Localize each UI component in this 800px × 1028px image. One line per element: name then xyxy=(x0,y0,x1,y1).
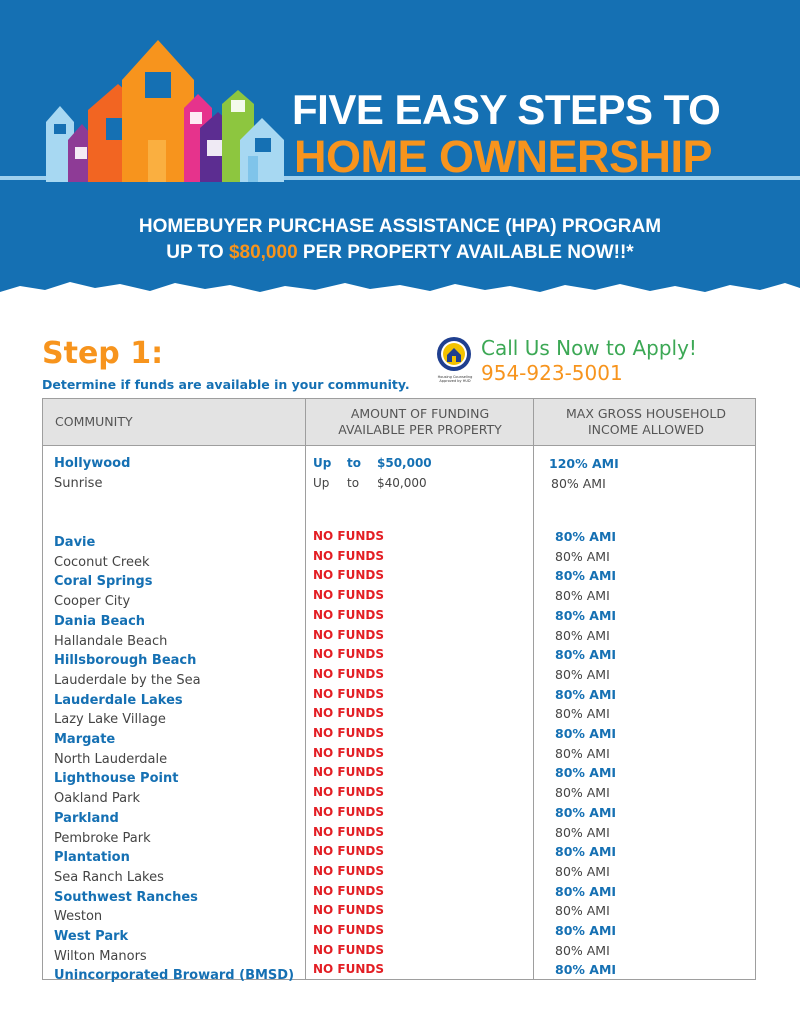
table-row xyxy=(43,647,757,673)
funding-status: NO FUNDS xyxy=(313,745,385,760)
amount-text: $50,000 xyxy=(377,456,432,470)
community-name: West Park xyxy=(54,929,129,944)
community-name: Lauderdale by the Sea xyxy=(54,672,201,688)
amount-suffix: PER PROPERTY AVAILABLE NOW!!* xyxy=(297,242,634,263)
community-name: Coral Springs xyxy=(54,574,153,590)
table-row xyxy=(43,883,757,910)
table-row xyxy=(43,627,757,654)
header-community: COMMUNITY xyxy=(55,414,133,429)
income-limit: 80% AMI xyxy=(555,863,610,879)
community-name: Plantation xyxy=(54,850,130,866)
program-name: HOMEBUYER PURCHASE ASSISTANCE (HPA) PROGRAM xyxy=(138,216,662,237)
seal-caption-line-2: Approved by HUD xyxy=(439,379,471,383)
funding-status: NO FUNDS xyxy=(313,765,385,780)
funding-status: NO FUNDS xyxy=(313,903,385,918)
funding-status: NO FUNDS xyxy=(313,923,385,937)
community-name: Hallandale Beach xyxy=(54,633,168,649)
funding-table xyxy=(42,398,756,984)
title-line-1: FIVE EASY STEPS TO xyxy=(292,86,721,133)
table-row xyxy=(43,903,757,929)
table-row xyxy=(43,962,757,988)
amount-prefix: UP TO xyxy=(166,242,229,263)
to-text: to xyxy=(347,456,361,470)
header-funding xyxy=(307,406,533,438)
table-row xyxy=(43,607,757,634)
income-limit: 80% AMI xyxy=(555,883,617,899)
table-row xyxy=(43,686,757,713)
table-row xyxy=(43,785,757,811)
income-limit: 80% AMI xyxy=(555,647,617,663)
funding-status: NO FUNDS xyxy=(313,666,385,681)
income-limit: 80% AMI xyxy=(555,726,617,741)
funding-status: NO FUNDS xyxy=(313,607,385,622)
table-row xyxy=(43,765,757,791)
table-row xyxy=(43,745,757,772)
up-text: Up xyxy=(313,476,330,490)
funding-amount xyxy=(313,456,432,470)
header-funding-line-2: AVAILABLE PER PROPERTY xyxy=(338,422,502,437)
funding-status: NO FUNDS xyxy=(313,588,385,603)
table-row xyxy=(43,548,757,575)
table-row xyxy=(43,824,757,851)
community-name: Southwest Ranches xyxy=(54,889,198,905)
funding-status: NO FUNDS xyxy=(313,844,385,859)
income-limit: 80% AMI xyxy=(555,962,617,978)
community-name: Davie xyxy=(54,535,96,550)
income-limit: 80% AMI xyxy=(555,666,610,682)
table-row xyxy=(43,476,757,496)
funding-status: NO FUNDS xyxy=(313,785,385,800)
call-to-action: Call Us Now to Apply! xyxy=(481,336,697,360)
table-row xyxy=(43,844,757,870)
funding-amount xyxy=(313,476,427,490)
community-name: Unincorporated Broward (BMSD) xyxy=(54,968,295,984)
community-name: Lauderdale Lakes xyxy=(54,692,183,708)
title-line-2: HOME OWNERSHIP xyxy=(294,131,713,182)
seal-caption xyxy=(437,375,473,383)
income-limit: 80% AMI xyxy=(555,844,617,860)
amount-text: $40,000 xyxy=(377,476,427,490)
funding-status: NO FUNDS xyxy=(313,647,385,662)
funding-status: NO FUNDS xyxy=(313,824,385,839)
table-row xyxy=(43,568,757,594)
funding-status: NO FUNDS xyxy=(313,942,385,957)
header-income xyxy=(535,406,757,438)
income-limit: 80% AMI xyxy=(555,903,610,919)
community-name: Weston xyxy=(54,909,103,925)
income-limit: 80% AMI xyxy=(555,804,617,820)
income-limit: 80% AMI xyxy=(555,745,610,761)
funding-status: NO FUNDS xyxy=(313,686,385,701)
income-limit: 80% AMI xyxy=(555,686,617,702)
income-limit: 80% AMI xyxy=(555,923,617,938)
step-description: Determine if funds are available in your community. xyxy=(42,377,410,392)
income-limit: 120% AMI xyxy=(549,456,619,471)
community-name: Lighthouse Point xyxy=(54,771,179,787)
up-text: Up xyxy=(313,456,332,470)
funding-status: NO FUNDS xyxy=(313,548,385,563)
phone-number[interactable]: 954-923-5001 xyxy=(481,361,623,385)
income-limit: 80% AMI xyxy=(555,588,610,604)
funding-status: NO FUNDS xyxy=(313,726,385,740)
funding-status: NO FUNDS xyxy=(313,863,385,878)
community-name: Sea Ranch Lakes xyxy=(54,869,164,885)
hud-seal-icon xyxy=(436,336,472,372)
community-name: Wilton Manors xyxy=(54,948,147,964)
income-limit: 80% AMI xyxy=(555,607,617,623)
community-name: Dania Beach xyxy=(54,613,146,629)
income-limit: 80% AMI xyxy=(555,529,617,544)
income-limit: 80% AMI xyxy=(555,942,610,958)
community-name: Hollywood xyxy=(54,456,131,471)
funding-status: NO FUNDS xyxy=(313,568,385,583)
table-row xyxy=(43,706,757,732)
community-name: Lazy Lake Village xyxy=(54,712,166,728)
income-limit: 80% AMI xyxy=(555,765,617,781)
table-row xyxy=(43,529,757,555)
seal-caption-line-1: Housing Counseling xyxy=(437,375,473,379)
income-limit: 80% AMI xyxy=(555,706,610,722)
funding-status: NO FUNDS xyxy=(313,627,385,642)
table-row xyxy=(43,923,757,949)
community-name: Parkland xyxy=(54,810,119,826)
step-label: Step 1: xyxy=(42,336,164,371)
income-limit: 80% AMI xyxy=(555,627,610,643)
table-row xyxy=(43,666,757,693)
community-name: Cooper City xyxy=(54,594,131,610)
income-limit: 80% AMI xyxy=(555,548,610,564)
table-row xyxy=(43,726,757,752)
community-name: North Lauderdale xyxy=(54,751,168,767)
income-limit: 80% AMI xyxy=(555,824,610,840)
table-row xyxy=(43,456,757,476)
funding-status: NO FUNDS xyxy=(313,962,385,977)
amount-highlight: $80,000 xyxy=(228,242,298,263)
community-name: Pembroke Park xyxy=(54,830,151,846)
header-income-line-2: INCOME ALLOWED xyxy=(587,422,704,437)
header-funding-line-1: AMOUNT OF FUNDING xyxy=(350,406,490,421)
to-text: to xyxy=(347,476,360,490)
funding-status: NO FUNDS xyxy=(313,529,385,543)
funding-status: NO FUNDS xyxy=(313,883,385,898)
community-name: Coconut Creek xyxy=(54,554,150,570)
funding-status: NO FUNDS xyxy=(313,706,385,721)
income-limit: 80% AMI xyxy=(555,568,617,584)
income-limit: 80% AMI xyxy=(555,785,610,801)
header-income-line-1: MAX GROSS HOUSEHOLD xyxy=(566,406,726,421)
funding-status: NO FUNDS xyxy=(313,804,385,819)
community-name: Oakland Park xyxy=(54,791,141,807)
table-row xyxy=(43,863,757,890)
table-row xyxy=(43,804,757,831)
table-row xyxy=(43,942,757,969)
community-name: Hillsborough Beach xyxy=(54,653,197,669)
income-limit: 80% AMI xyxy=(551,476,606,491)
community-name: Margate xyxy=(54,732,116,747)
community-name: Sunrise xyxy=(54,476,103,491)
funding-headline xyxy=(0,242,800,264)
table-row xyxy=(43,588,757,614)
